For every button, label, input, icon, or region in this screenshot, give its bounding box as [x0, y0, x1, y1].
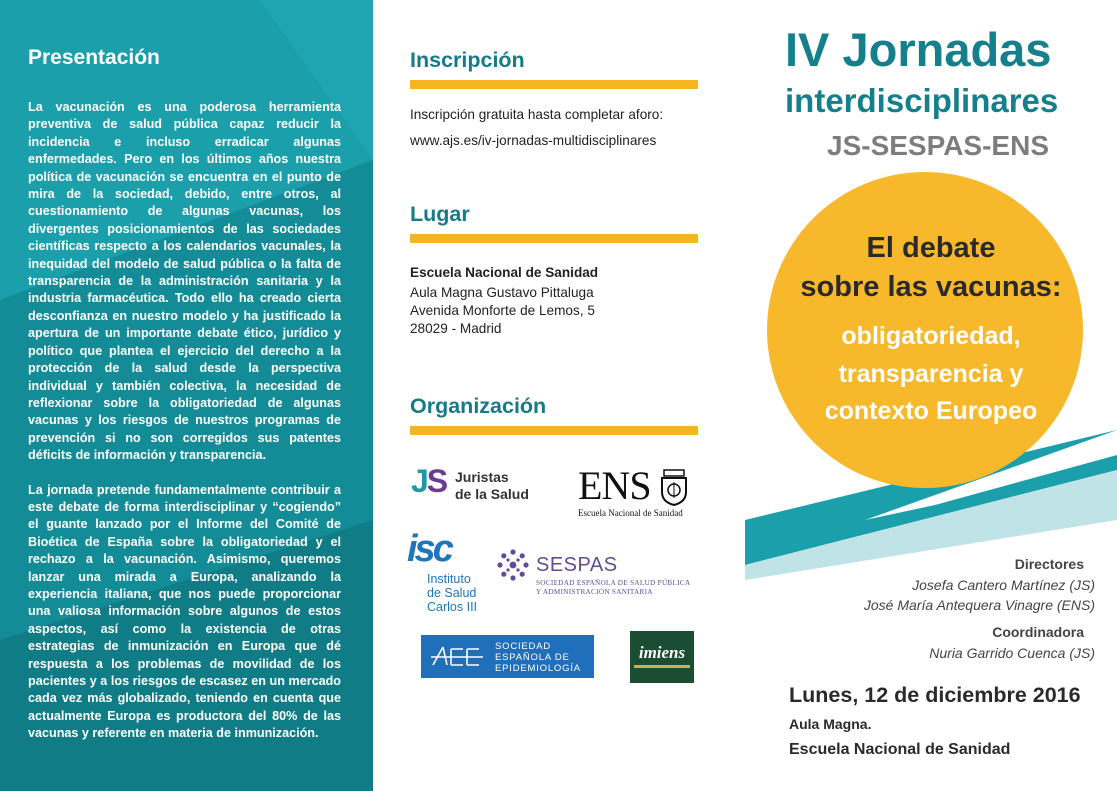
imiens-logo-text: imiens [638, 643, 686, 662]
isciii-logo-text: de Salud [427, 586, 477, 600]
directors-label: Directores [1014, 556, 1084, 572]
js-logo-text: de la Salud [455, 486, 529, 502]
isciii-logo-text: Instituto [427, 572, 471, 586]
section-divider [410, 426, 698, 435]
sespas-logo-subtitle: Y ADMINISTRACIÓN SANITARIA [536, 588, 653, 596]
event-venue: Escuela Nacional de Sanidad [789, 741, 1011, 758]
inscription-url[interactable]: www.ajs.es/iv-jornadas-multidisciplinares [410, 133, 657, 148]
isciii-logo-mark: isc [407, 528, 451, 570]
director-name: José María Antequera Vinagre (ENS) [863, 597, 1095, 613]
imiens-logo [630, 631, 694, 683]
sespas-star-icon [496, 548, 530, 582]
sociedad-espanola-epidemiologia-logo [421, 635, 594, 678]
inscription-text: Inscripción gratuita hasta completar aforo: [410, 107, 664, 122]
coordinator-label: Coordinadora [992, 624, 1084, 640]
venue-address: Avenida Monforte de Lemos, 5 [410, 303, 595, 318]
see-logo-text: EPIDEMIOLOGÍA [495, 663, 581, 674]
ens-logo [578, 462, 698, 522]
presentation-title: Presentación [28, 46, 160, 69]
js-logo-text: Juristas [455, 469, 509, 485]
venue-name: Escuela Nacional de Sanidad [410, 265, 599, 280]
ens-logo-subtitle: Escuela Nacional de Sanidad [578, 508, 683, 518]
event-title: IV Jornadas [785, 23, 1052, 76]
section-divider [410, 80, 698, 89]
juristas-de-la-salud-logo [411, 463, 561, 507]
isciii-logo-text: Carlos III [427, 600, 478, 614]
presentation-paragraph: La jornada pretende fundamentalmente contribuir a este debate de forma interdisciplinar y “cogiendo” el guante lanzado por el Informe del Comité de Bioética de España sobre la obligatoriedad y el rechazo a la vacunación. Asimismo, queremos lanzar una mirada a Europa, analizando la experiencia italiana, que nos puede proporcionar una valiosa información sobre algunos de estos aspectos, así como la existencia de otras estrategias de inmunización en Europa que dé respuesta a los problemas de movilidad de los pacientes y a los riesgos de escasez en un mercado cada vez más globalizado, teniendo en cuenta que actualmente Europa es productora del 80% de las vacunas y referente en materia de inmunización. [28, 482, 341, 741]
presentation-paragraph: La vacunación es una poderosa herramienta preventiva de salud pública capaz reducir la incidencia e incluso erradicar algunas enfermedades. Pero en los últimos años nuestra política de vacunación se encuentra en el punto de mira de la sociedad, debido, entre otros, al cuestionamiento de algunas vacunas, los divergentes posicionamientos de las sociedades científicas respecto a los calendarios vacunales, la inequidad del modelo de salud pública o la falta de transparencia de la administración sanitaria y la industria farmacéutica. Todo ello ha creado cierta desconfianza en nuestro modelo y ha justificado la apertura de un importante debate ético, jurídico y político que plantea el ejercicio del derecho a la protección de la salud desde la perspectiva individual y también colectiva, la necesidad de reflexionar sobre la obligatoriedad de algunas vacunas y los riesgos de nuestros programas de prevención si no son corregidos sus patentes déficits de información y transparencia. [28, 100, 341, 463]
sespas-logo-text: SESPAS [536, 554, 618, 576]
venue-city: 28029 - Madrid [410, 321, 502, 336]
director-name: Josefa Cantero Martínez (JS) [912, 577, 1095, 593]
section-divider [410, 234, 698, 243]
debate-heading: El debate [866, 232, 996, 264]
info-panel [373, 0, 745, 791]
event-organizers: JS-SESPAS-ENS [827, 130, 1049, 161]
venue-room: Aula Magna Gustavo Pittaluga [410, 285, 594, 300]
see-logo-text: SOCIEDAD [495, 641, 552, 652]
event-subtitle: interdisciplinares [785, 82, 1059, 119]
debate-topic: transparencia y [838, 360, 1024, 388]
inscription-title: Inscripción [410, 48, 525, 72]
debate-heading: sobre las vacunas: [800, 271, 1062, 303]
ens-logo-text: ENS [578, 463, 651, 508]
organization-title: Organización [410, 394, 547, 418]
event-date: Lunes, 12 de diciembre 2016 [789, 683, 1081, 707]
debate-topic: contexto Europeo [824, 397, 1038, 425]
venue-title: Lugar [410, 202, 470, 226]
instituto-salud-carlos-iii-logo [401, 528, 487, 616]
presentation-panel [0, 0, 373, 791]
debate-topic: obligatoriedad, [841, 322, 1021, 350]
coordinator-name: Nuria Garrido Cuenca (JS) [929, 645, 1095, 661]
sespas-logo [496, 548, 711, 598]
event-room: Aula Magna. [789, 716, 872, 732]
event-panel [745, 0, 1117, 791]
sespas-logo-subtitle: SOCIEDAD ESPAÑOLA DE SALUD PÚBLICA [536, 579, 691, 587]
see-logo-text: ESPAÑOLA DE [495, 652, 570, 663]
see-logo-mark-icon [429, 643, 485, 671]
crest-icon [658, 468, 690, 506]
js-logo-mark: JS [411, 463, 447, 499]
imiens-logo-underline [634, 665, 690, 668]
